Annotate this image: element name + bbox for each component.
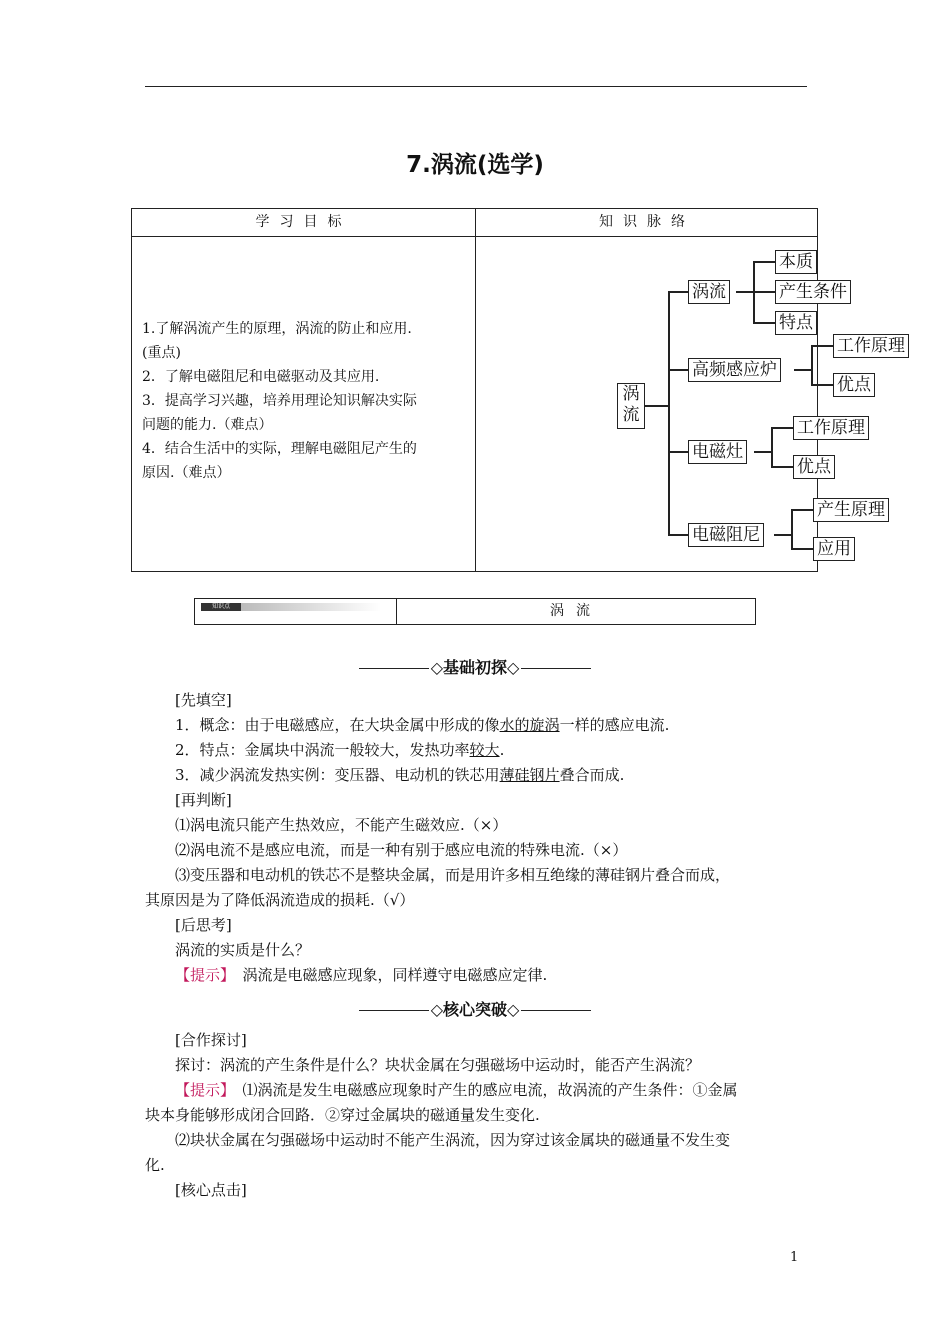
hint-label: 【提示】 — [175, 966, 228, 984]
fill-line-3: 3．减少涡流发热实例：变压器、电动机的铁芯用薄硅钢片叠合而成. — [175, 766, 625, 784]
coop-label: [合作探讨] — [175, 1031, 247, 1049]
page-number: 1 — [790, 1250, 799, 1265]
objective-line: 3．提高学习兴趣，培养用理论知识解决实际 — [142, 393, 417, 409]
fill-label: [先填空] — [175, 691, 232, 709]
objectives-list — [142, 317, 472, 485]
coop-answer-4: 化. — [145, 1156, 165, 1174]
objective-line: 原因.（难点） — [142, 465, 231, 481]
node-application: 应用 — [813, 537, 855, 561]
node-advantages: 优点 — [793, 455, 835, 479]
section-bar — [194, 598, 756, 625]
branch-magnetic-damping: 电磁阻尼 — [688, 523, 764, 547]
hint-label: 【提示】 — [175, 1081, 228, 1099]
think-answer: 【提示】 涡流是电磁感应现象，同样遵守电磁感应定律. — [175, 966, 548, 984]
section-name: 涡流 — [550, 603, 602, 619]
node-features: 特点 — [775, 311, 817, 335]
objective-line: 4．结合生活中的实际，理解电磁阻尼产生的 — [142, 441, 417, 457]
header-rule — [145, 86, 807, 87]
section-tag-fade — [241, 603, 381, 611]
objective-line: (重点) — [142, 345, 181, 361]
judge-item: ⑴涡电流只能产生热效应，不能产生磁效应.（×） — [175, 816, 508, 834]
node-conditions: 产生条件 — [775, 280, 851, 304]
objective-line: 1.了解涡流产生的原理，涡流的防止和应用. — [142, 321, 412, 337]
branch-eddy: 涡流 — [688, 280, 730, 304]
judge-item: ⑵涡电流不是感应电流，而是一种有别于感应电流的特殊电流.（×） — [175, 841, 628, 859]
fill-line-2: 2．特点：金属块中涡流一般较大，发热功率较大. — [175, 741, 505, 759]
node-principle: 工作原理 — [793, 416, 869, 440]
knowledge-map — [476, 237, 905, 572]
coop-answer-2: 块本身能够形成闭合回路．②穿过金属块的磁通量发生变化. — [145, 1106, 540, 1124]
node-advantages: 优点 — [833, 373, 875, 397]
coop-question: 探讨：涡流的产生条件是什么？块状金属在匀强磁场中运动时，能否产生涡流？ — [175, 1056, 701, 1074]
branch-induction-cooker: 电磁灶 — [688, 440, 747, 464]
node-essence: 本质 — [775, 250, 817, 274]
think-question: 涡流的实质是什么？ — [175, 941, 311, 959]
node-principle: 工作原理 — [833, 334, 909, 358]
page-title: 7.涡流(选学) — [406, 152, 544, 178]
coop-answer-1: 【提示】 ⑴涡流是发生电磁感应现象时产生的感应电流，故涡流的产生条件：①金属 — [175, 1081, 738, 1099]
judge-label: [再判断] — [175, 791, 232, 809]
objective-line: 问题的能力.（难点） — [142, 417, 273, 433]
mindmap-root — [617, 383, 645, 429]
map-header: 知识脉络 — [599, 214, 695, 230]
objectives-header: 学习目标 — [255, 214, 352, 230]
think-label: [后思考] — [175, 916, 232, 934]
node-principle: 产生原理 — [813, 498, 889, 522]
section-tag: 知识点 — [201, 603, 241, 611]
root-char: 涡 — [622, 384, 640, 404]
banner-core: ◇核心突破◇ — [0, 997, 950, 1020]
objectives-table — [131, 208, 905, 572]
branch-induction-furnace: 高频感应炉 — [688, 358, 781, 382]
fill-line-1: 1．概念：由于电磁感应，在大块金属中形成的像水的旋涡一样的感应电流. — [175, 716, 670, 734]
root-char: 流 — [622, 405, 640, 425]
judge-item: ⑶变压器和电动机的铁芯不是整块金属，而是用许多相互绝缘的薄硅钢片叠合而成， — [175, 866, 731, 884]
coop-answer-3: ⑵块状金属在匀强磁场中运动时不能产生涡流，因为穿过该金属块的磁通量不发生变 — [175, 1131, 731, 1149]
judge-item: 其原因是为了降低涡流造成的损耗.（√） — [145, 891, 415, 909]
core-label: [核心点击] — [175, 1181, 247, 1199]
objective-line: 2．了解电磁阻尼和电磁驱动及其应用. — [142, 369, 380, 385]
banner-basics: ◇基础初探◇ — [0, 655, 950, 678]
